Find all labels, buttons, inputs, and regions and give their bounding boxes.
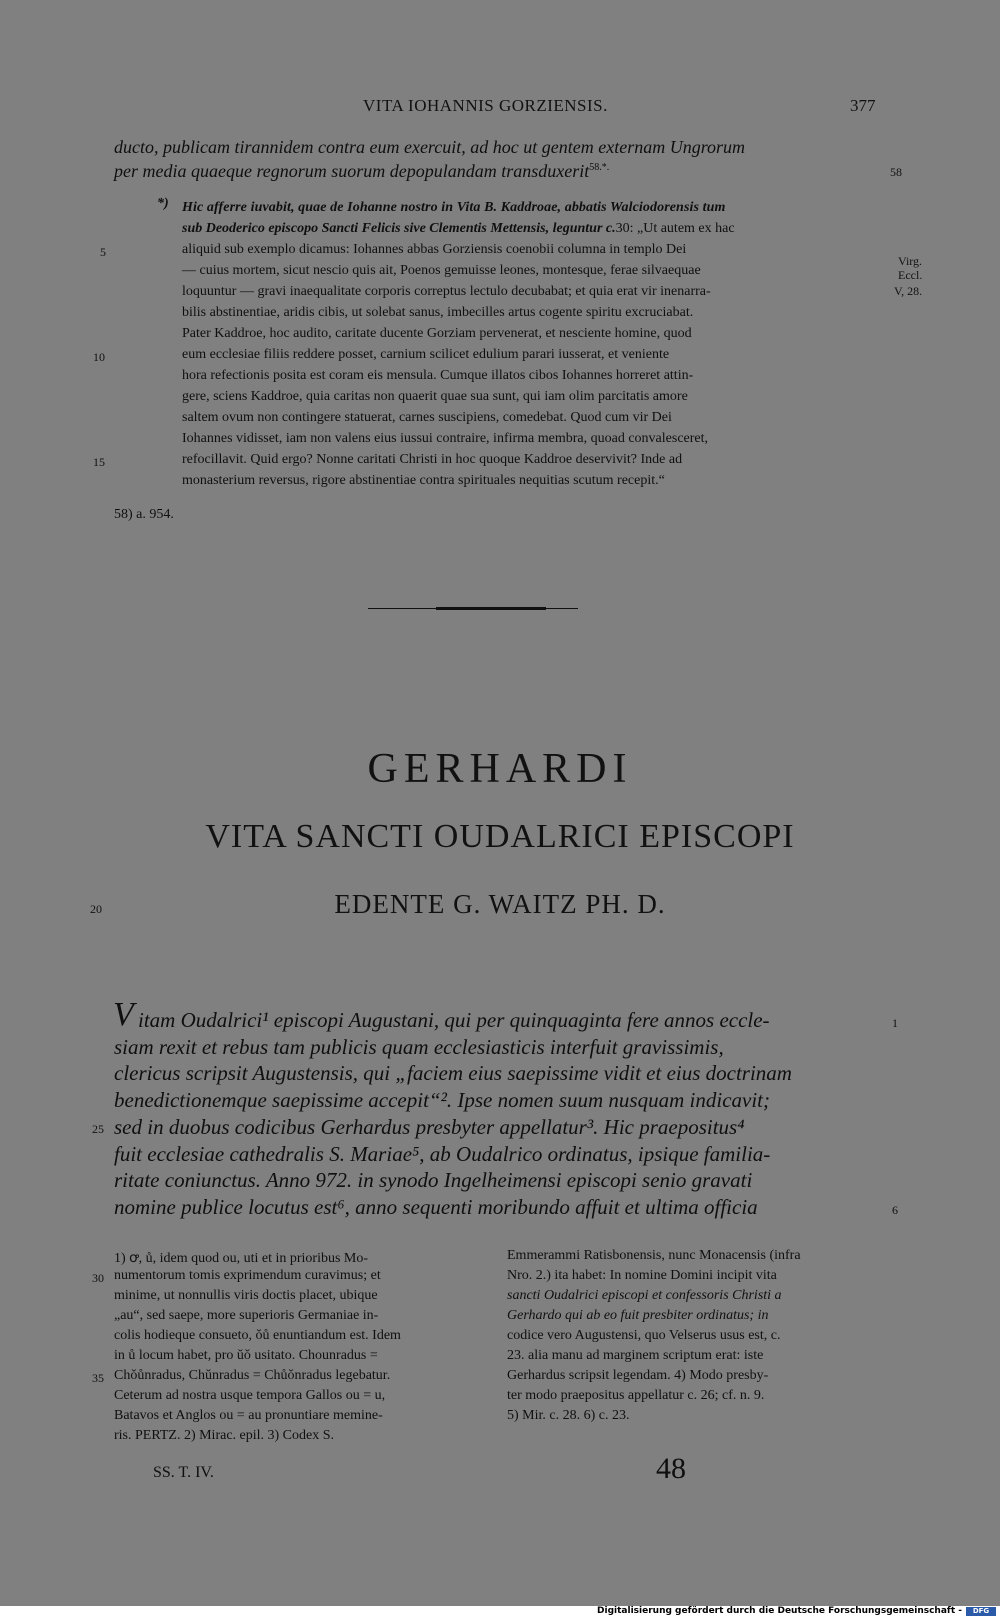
footnote-line: Chǒůnradus, Chǔnradus = Chůǒnradus legebatur.	[114, 1368, 391, 1383]
note-line: saltem ovum non contingere statuerat, carnes suscipiens, comedebat. Quod cum vir Dei	[182, 410, 672, 425]
intro-line: benedictionemque saepissime accepit“². Ipse nomen suum nusquam indicavit;	[114, 1088, 770, 1112]
footnote-58: 58) a. 954.	[114, 507, 174, 522]
footnote-line: minime, ut nonnullis viris doctis placet, ubique	[114, 1288, 378, 1303]
footer-credit: Digitalisierung gefördert durch die Deutsche Forschungsgemeinschaft -	[597, 1606, 962, 1616]
intro-line: clericus scripsit Augustensis, qui „faciem eius saepissime vidit et eius doctrinam	[114, 1061, 792, 1085]
line-number: 20	[90, 902, 102, 916]
footnote-line: Nro. 2.) ita habet: In nomine Domini incipit vita	[507, 1268, 777, 1283]
note-line: eum ecclesiae filiis reddere posset, carnium scilicet edulium parari iusserat, et veniente	[182, 347, 670, 362]
top-text-line: per media quaeque regnorum suorum depopulandam transduxerit$^{58.*.}$	[114, 161, 610, 181]
line-number: 30	[92, 1271, 104, 1285]
line-number: 35	[92, 1371, 104, 1385]
footnote-line: „au“, sed saepe, more superioris Germaniae in-	[114, 1308, 379, 1323]
intro-line: itam Oudalrici¹ episcopi Augustani, qui per quinquaginta fere annos eccle-	[138, 1008, 770, 1032]
line-number: 15	[93, 455, 105, 469]
intro-line: ritate coniunctus. Anno 972. in synodo Ingelheimensi episcopi senio gravati	[114, 1168, 753, 1192]
margin-ref: Virg.	[898, 254, 923, 268]
page-number: 377	[850, 96, 876, 115]
running-title: VITA IOHANNIS GORZIENSIS.	[363, 96, 608, 115]
note-line: sub Deoderico episcopo Sancti Felicis sive Clementis Mettensis, leguntur c.30: „Ut autem ex hac	[182, 221, 735, 236]
footnote-line: sancti Oudalrici episcopi et confessoris Christi a	[507, 1288, 782, 1303]
initial-letter: V	[113, 996, 134, 1033]
note-line: Hic afferre iuvabit, quae de Iohanne nostro in Vita B. Kaddroae, abbatis Walciodorensis tum	[182, 200, 726, 215]
title-editor: EDENTE G. WAITZ PH. D.	[334, 889, 666, 919]
signature-mark: SS. T. IV.	[153, 1464, 214, 1481]
top-text-line: ducto, publicam tirannidem contra eum exercuit, ad hoc ut gentem externam Ungrorum	[114, 137, 746, 157]
line-number: 5	[100, 245, 106, 259]
note-line: gere, sciens Kaddroe, quia caritas non quaerit quae sua sunt, qui iam olim parcitatis amore	[182, 389, 688, 404]
margin-note: 58	[890, 165, 902, 179]
footnote-line: ter modo praepositus appellatur c. 26; cf. n. 9.	[507, 1388, 765, 1403]
intro-line: fuit ecclesiae cathedralis S. Mariae⁵, ab Oudalrico ordinatus, ipsique familia-	[114, 1142, 771, 1166]
title-main: VITA SANCTI OUDALRICI EPISCOPI	[205, 818, 795, 855]
footnote-line: 23. alia manu ad marginem scriptum erat: iste	[507, 1348, 764, 1363]
margin-ref: V, 28.	[894, 284, 923, 298]
footnote-line: numentorum tomis exprimendum curavimus; et	[114, 1268, 381, 1283]
note-line: hora refectionis posita est coram eis mensula. Cumque illatos cibos Iohannes horreret attin-	[182, 368, 694, 383]
title-author: GERHARDI	[367, 746, 633, 792]
intro-line: sed in duobus codicibus Gerhardus presbyter appellatur³. Hic praepositus⁴	[114, 1115, 745, 1139]
footnote-line: Emmerammi Ratisbonensis, nunc Monacensis (infra	[507, 1248, 801, 1263]
footer-bar	[0, 1606, 1000, 1617]
intro-line: nomine publice locutus est⁶, anno sequenti moribundo affuit et ultima officia	[114, 1195, 758, 1219]
footnote-ref: 58.*.	[589, 162, 610, 173]
footnote-line: in ů locum habet, pro ǔǒ usitato. Chounradus =	[114, 1348, 378, 1363]
footnote-line: 1) ꝍ, ů, idem quod ou, uti et in prioribus Mo-	[114, 1251, 369, 1266]
note-line: — cuius mortem, sicut nescio quis ait, Poenos gemuisse leones, montesque, ferae silvaequae	[182, 263, 701, 278]
footnote-line: Gerhardo qui ab eo fuit presbiter ordinatus; in	[507, 1308, 769, 1323]
sheet-number: 48	[656, 1452, 686, 1485]
intro-line: siam rexit et rebus tam publicis quam ecclesiasticis interfuit gravissimis,	[114, 1035, 724, 1059]
footnote-line: Gerhardus scripsit legendam. 4) Modo presby-	[507, 1368, 769, 1383]
note-line: refocillavit. Quid ergo? Nonne caritati Christi in hoc quoque Kaddroe deservivit? Inde ad	[182, 452, 683, 467]
dfg-logo: DFG	[966, 1607, 996, 1616]
footnote-line: Batavos et Anglos ou = au pronuntiare memine-	[114, 1408, 383, 1423]
note-marker: *)	[157, 196, 169, 211]
footnote-line: codice vero Augustensi, quo Velserus usus est, c.	[507, 1328, 781, 1343]
note-line: bilis abstinentiae, aridis cibis, ut solebat sanus, imbecilles artus cogente spiritu excruciabat.	[182, 305, 694, 320]
footnote-line: 5) Mir. c. 28. 6) c. 23.	[507, 1408, 630, 1423]
line-number: 10	[93, 350, 105, 364]
footnote-line: Ceterum ad nostra usque tempora Gallos ou = u,	[114, 1388, 386, 1403]
note-line: Pater Kaddroe, hoc audito, caritate ducente Gorziam pervenerat, et nesciente homine, quod	[182, 326, 692, 341]
margin-ref: Eccl.	[898, 268, 923, 282]
footnote-line: colis hodieque consueto, ǒů enuntiandum est. Idem	[114, 1328, 401, 1343]
footnote-line: ris. PERTZ. 2) Mirac. epil. 3) Codex S.	[114, 1428, 335, 1443]
note-line: loquuntur — gravi inaequalitate corporis correptus lectulo decubabat; et quia erat vir inenarra-	[182, 284, 711, 299]
note-line: aliquid sub exemplo dicamus: Iohannes abbas Gorziensis coenobii columna in templo Dei	[182, 242, 687, 257]
margin-note: 1	[892, 1016, 898, 1030]
line-number: 25	[92, 1122, 104, 1136]
note-line: monasterium reversus, rigore abstinentiae contra spirituales nequitias scutum recepit.“	[182, 473, 665, 488]
note-line: Iohannes vidisset, iam non valens eius iussui contraire, infirma membra, quoad convalesceret,	[182, 431, 709, 446]
margin-note: 6	[892, 1203, 898, 1217]
divider-rule-center	[436, 607, 546, 610]
